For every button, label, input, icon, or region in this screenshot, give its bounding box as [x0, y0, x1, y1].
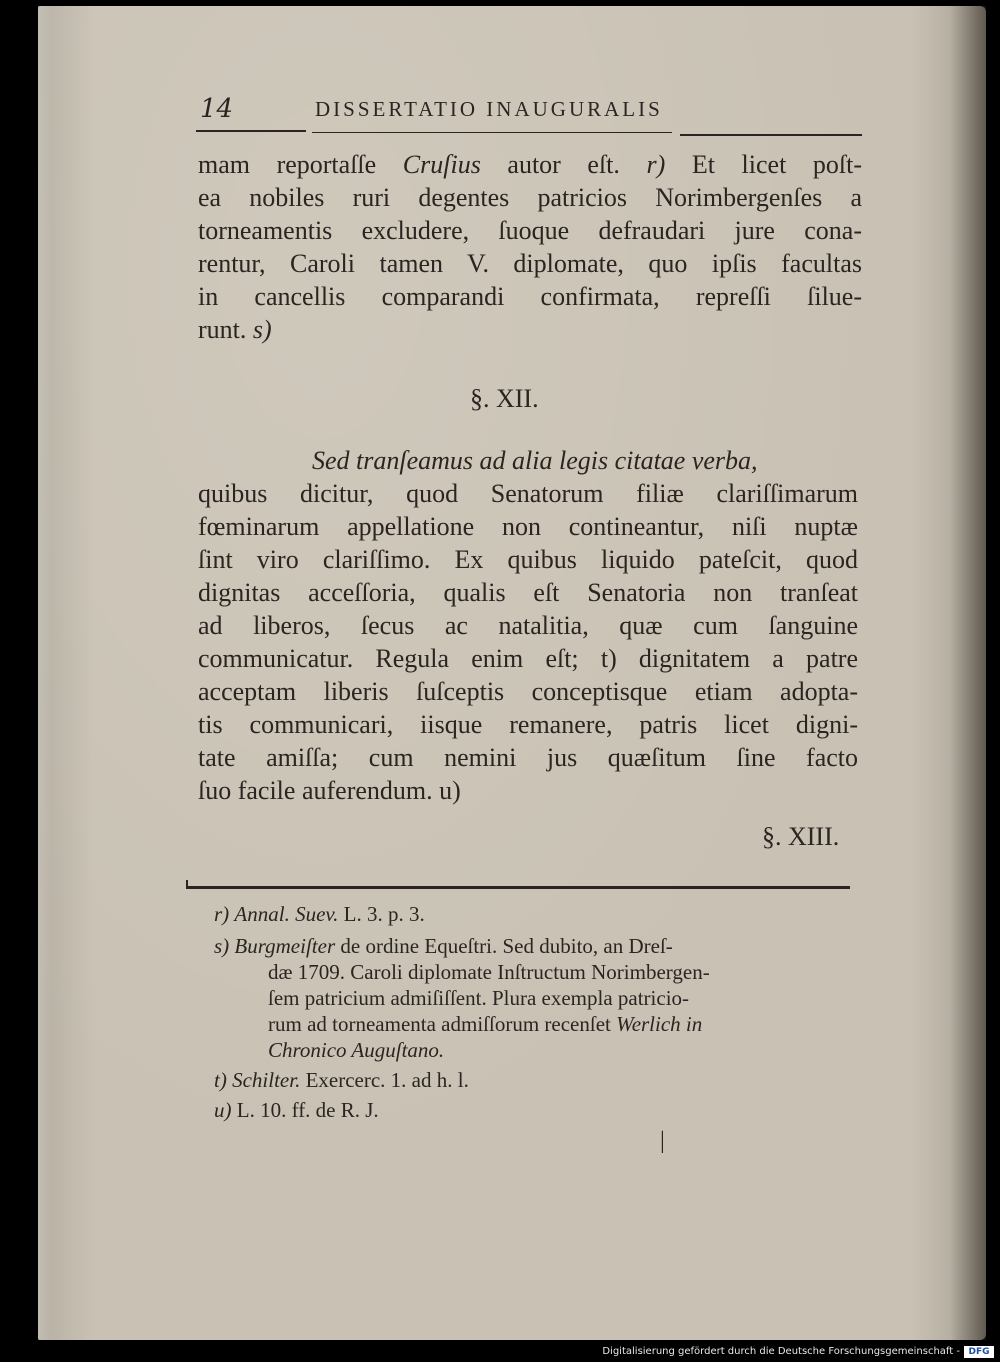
paragraph-2 [198, 446, 858, 806]
book-spine-shadow [950, 6, 986, 1340]
section-heading-xii: §. XII. [470, 384, 539, 413]
head-rule-mid [312, 132, 672, 133]
paragraph-1-line-2: ea nobiles ruri degentes patricios Norimbergenſes a [198, 183, 862, 212]
footnote-s-line-1: s) Burgmeiſter de ordine Equeſtri. Sed dubito, an Dreſ- [214, 934, 673, 958]
paragraph-2-line-1: Sed tranſeamus ad alia legis citatae verba, [312, 446, 758, 475]
page-number: 14 [200, 94, 234, 124]
paragraph-2-line-last: ſuo facile auferendum. u) [198, 776, 461, 805]
footer-credit: Digitalisierung gefördert durch die Deutsche Forschungsgemeinschaft - [602, 1346, 960, 1357]
footnote-s-line-4: rum ad torneamenta admiſſorum recenſet Werlich in [268, 1012, 703, 1036]
footnote-u: u) L. 10. ff. de R. J. [214, 1098, 379, 1122]
paragraph-1 [198, 150, 862, 350]
paragraph-2-line: tis communicari, iisque remanere, patris licet digni- [198, 710, 858, 739]
footnote-r: r) Annal. Suev. L. 3. p. 3. [214, 902, 425, 926]
paragraph-2-line: quibus dicitur, quod Senatorum filiæ clariſſimarum [198, 479, 858, 508]
paragraph-1-line-1: mam reportaſſe Cruſius autor eſt. r) Et licet poſt- [198, 150, 862, 179]
paragraph-2-line: ſint viro clariſſimo. Ex quibus liquido pateſcit, quod [198, 545, 858, 574]
paragraph-1-line-4: rentur, Caroli tamen V. diplomate, quo ipſis facultas [198, 249, 862, 278]
footnote-t: t) Schilter. Exercerc. 1. ad h. l. [214, 1068, 469, 1092]
running-head-title: DISSERTATIO INAUGURALIS [315, 97, 663, 121]
stray-mark-icon: | [660, 1128, 665, 1154]
footnote-rule-tail [186, 880, 188, 888]
page-edge-shading [38, 6, 52, 1340]
footnote-rule [186, 886, 850, 889]
digitization-footer [0, 1344, 1000, 1362]
paragraph-2-line: fœminarum appellatione non contineantur, niſi nuptæ [198, 512, 858, 541]
head-rule-left [196, 130, 306, 132]
catchword: §. XIII. [762, 822, 840, 851]
paragraph-2-line: tate amiſſa; cum nemini jus quæſitum ſine facto [198, 743, 858, 772]
paragraph-1-line-6: runt. s) [198, 315, 272, 344]
dfg-logo: DFG [964, 1346, 994, 1358]
paragraph-1-line-5: in cancellis comparandi confirmata, repreſſi ſilue- [198, 282, 862, 311]
paragraph-2-line: communicatur. Regula enim eſt; t) dignitatem a patre [198, 644, 858, 673]
paragraph-2-line: ad liberos, ſecus ac natalitia, quæ cum ſanguine [198, 611, 858, 640]
footnote-s-line-5: Chronico Auguſtano. [268, 1038, 445, 1062]
footnote-s-line-2: dæ 1709. Caroli diplomate Inſtructum Norimbergen- [268, 960, 710, 984]
running-head [200, 94, 840, 124]
paragraph-2-line: dignitas acceſſoria, qualis eſt Senatoria non tranſeat [198, 578, 858, 607]
footnote-s-line-3: ſem patricium admiſiſſent. Plura exempla patricio- [268, 986, 690, 1010]
paragraph-2-line: acceptam liberis ſuſceptis conceptisque etiam adopta- [198, 677, 858, 706]
paragraph-1-line-3: torneamentis excludere, ſuoque defraudari jure cona- [198, 216, 862, 245]
head-rule-right [680, 134, 862, 136]
